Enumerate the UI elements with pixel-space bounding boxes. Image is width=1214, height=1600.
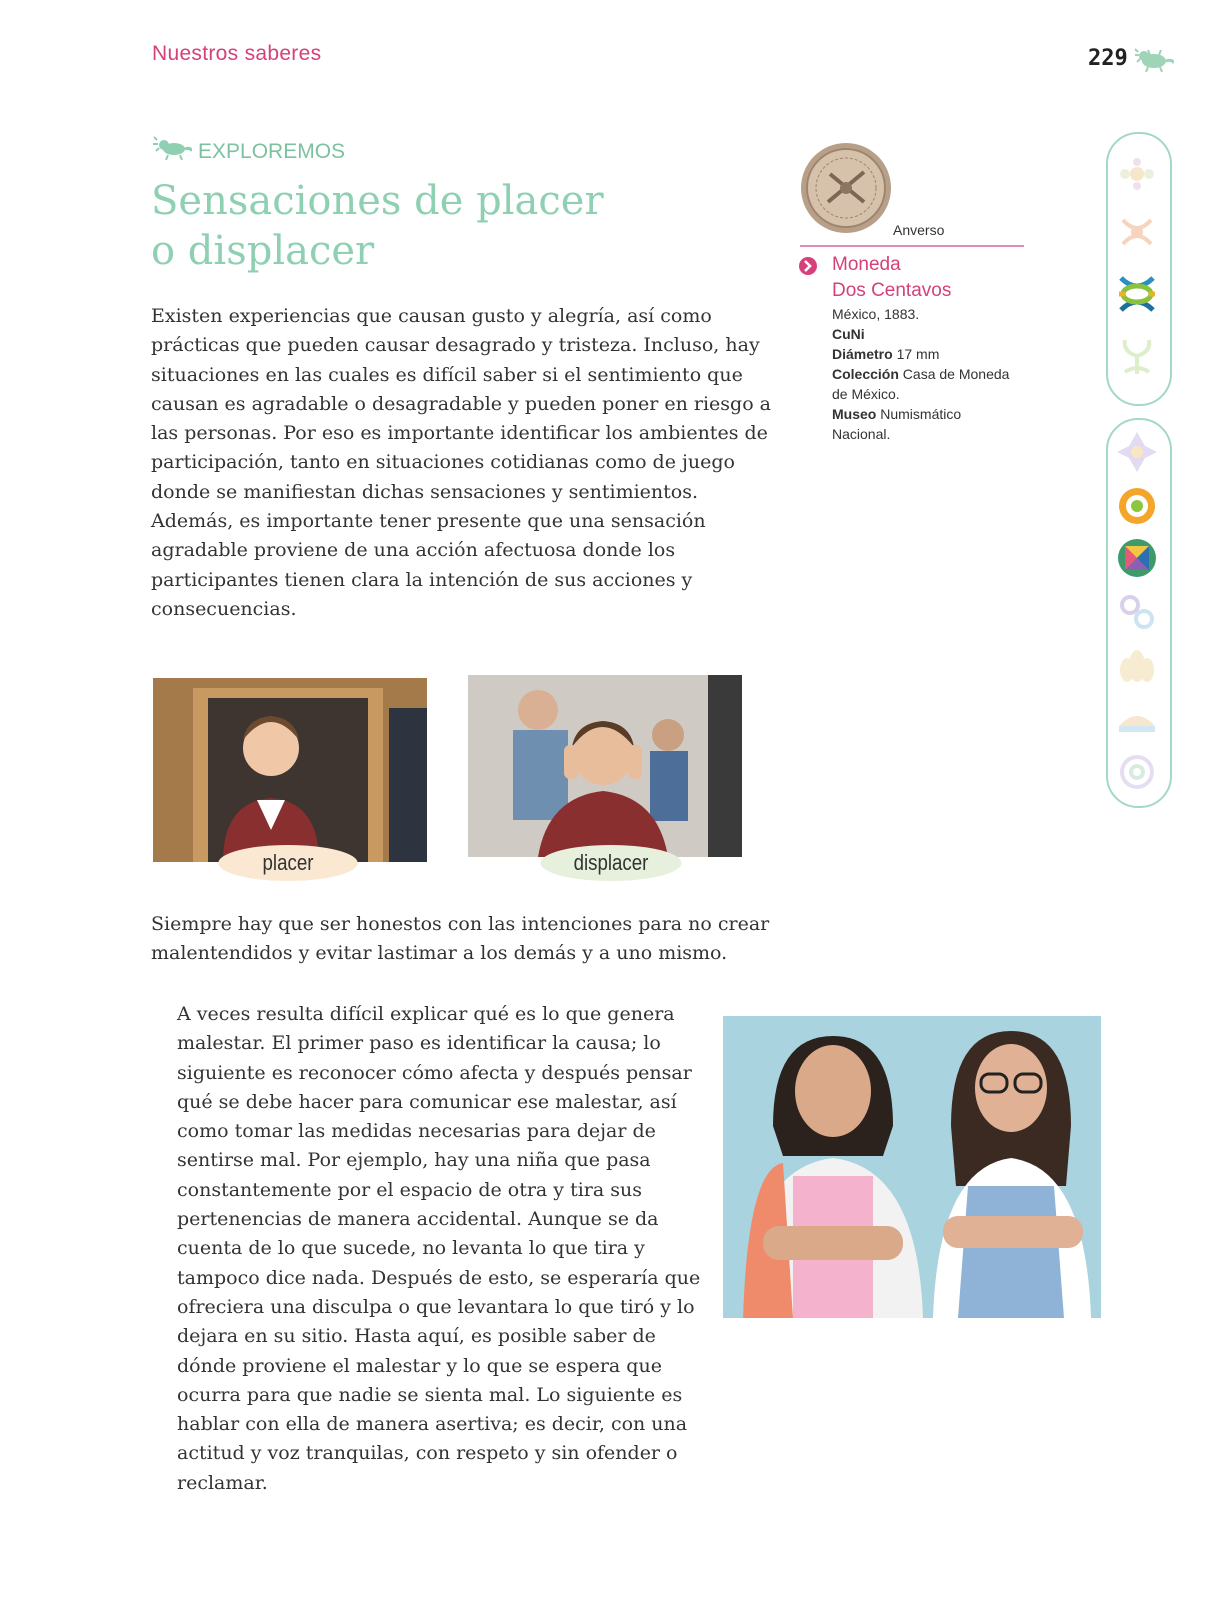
chevron-right-icon [798,256,818,280]
faded-plant-icon[interactable] [1115,334,1159,378]
coin-metal: CuNi [832,326,865,342]
coin-museum: Museo Numismático [832,406,962,422]
coin-diameter: Diámetro 17 mm [832,346,940,362]
faded-flower-icon[interactable] [1115,152,1159,196]
coin-name-2: Dos Centavos [832,280,952,301]
faded-star-icon[interactable] [1115,430,1159,474]
coin-image [800,142,892,238]
title-line-2: o displacer [151,228,375,274]
paragraph-honesty: Siempre hay que ser honestos con las intenciones para no crear malentendidos y evitar lastimar a los demás y a uno mismo. [151,913,770,965]
explore-heading [152,136,345,168]
faded-figure-icon[interactable] [1115,210,1159,254]
faded-link-icon[interactable] [1115,590,1159,634]
coin-info [832,252,1032,444]
coin-museum-cont: Nacional. [832,426,891,442]
coin-side-label: Anverso [893,222,945,238]
target-icon[interactable] [1115,484,1159,528]
photo-two-girls-arms-crossed [723,1016,1101,1318]
faded-hands-icon[interactable] [1115,698,1159,742]
page-title [151,176,671,276]
page-number: 229 [1088,46,1128,71]
photo-boy-in-box [153,678,427,862]
hourglass-icon[interactable] [1115,536,1159,580]
divider [800,245,1024,247]
axolotl-icon [1134,46,1174,78]
caption-displacer: displacer [540,845,681,881]
coin-collection: Colección Casa de Moneda [832,366,1010,382]
coin-name-1: Moneda [832,254,901,275]
faded-lotus-icon[interactable] [1115,644,1159,688]
section-name: Nuestros saberes [152,42,322,65]
active-knot-icon[interactable] [1115,272,1159,316]
faded-circle-icon[interactable] [1115,750,1159,794]
coin-collection-cont: de México. [832,386,900,402]
coin-origin: México, 1883. [832,306,920,322]
paragraph-intro: Existen experiencias que causan gusto y alegría, así como prácticas que pueden causar desagrado y tristeza. Incluso, hay situaciones en las cuales es difícil saber si el sentimiento que causan es agradable o desagradable y pueden poner en riesgo a las personas. Por eso es importante identificar los ambientes de participación, tanto en situaciones cotidianas como de juego donde se manifiestan dichas sensaciones y sentimientos. Además, es importante tener presente que una sensación agradable proviene de una acción afectuosa donde los participantes tienen clara la intención de sus acciones y consecuencias. [151,305,772,620]
axolotl-icon [152,136,192,168]
paragraph-discomfort: A veces resulta difícil explicar qué es lo que genera malestar. El primer paso es identificar la causa; lo siguiente es reconocer cómo afecta y después pensar qué se debe hacer para comunicar ese malestar, así como tomar las medidas necesarias para dejar de sentirse mal. Por ejemplo, hay una niña que pasa constantemente por el espacio de otra y tira sus pertenencias de manera accidental. Aunque se da cuenta de lo que sucede, no levanta lo que tira y tampoco dice nada. Después de esto, se esperaría que ofreciera una disculpa o que levantara lo que tiró y lo dejara en su sitio. Hasta aquí, es posible saber de dónde proviene el malestar y lo que se espera que ocurra para que nadie se sienta mal. Lo siguiente es hablar con ella de manera asertiva; es decir, con una actitud y voz tranquilas, con respeto y sin ofender o reclamar. [177,1003,701,1494]
caption-placer: placer [218,845,357,881]
explore-label: EXPLOREMOS [198,140,346,163]
photo-boy-covering-ears [468,675,742,857]
title-line-1: Sensaciones de placer [151,178,604,224]
